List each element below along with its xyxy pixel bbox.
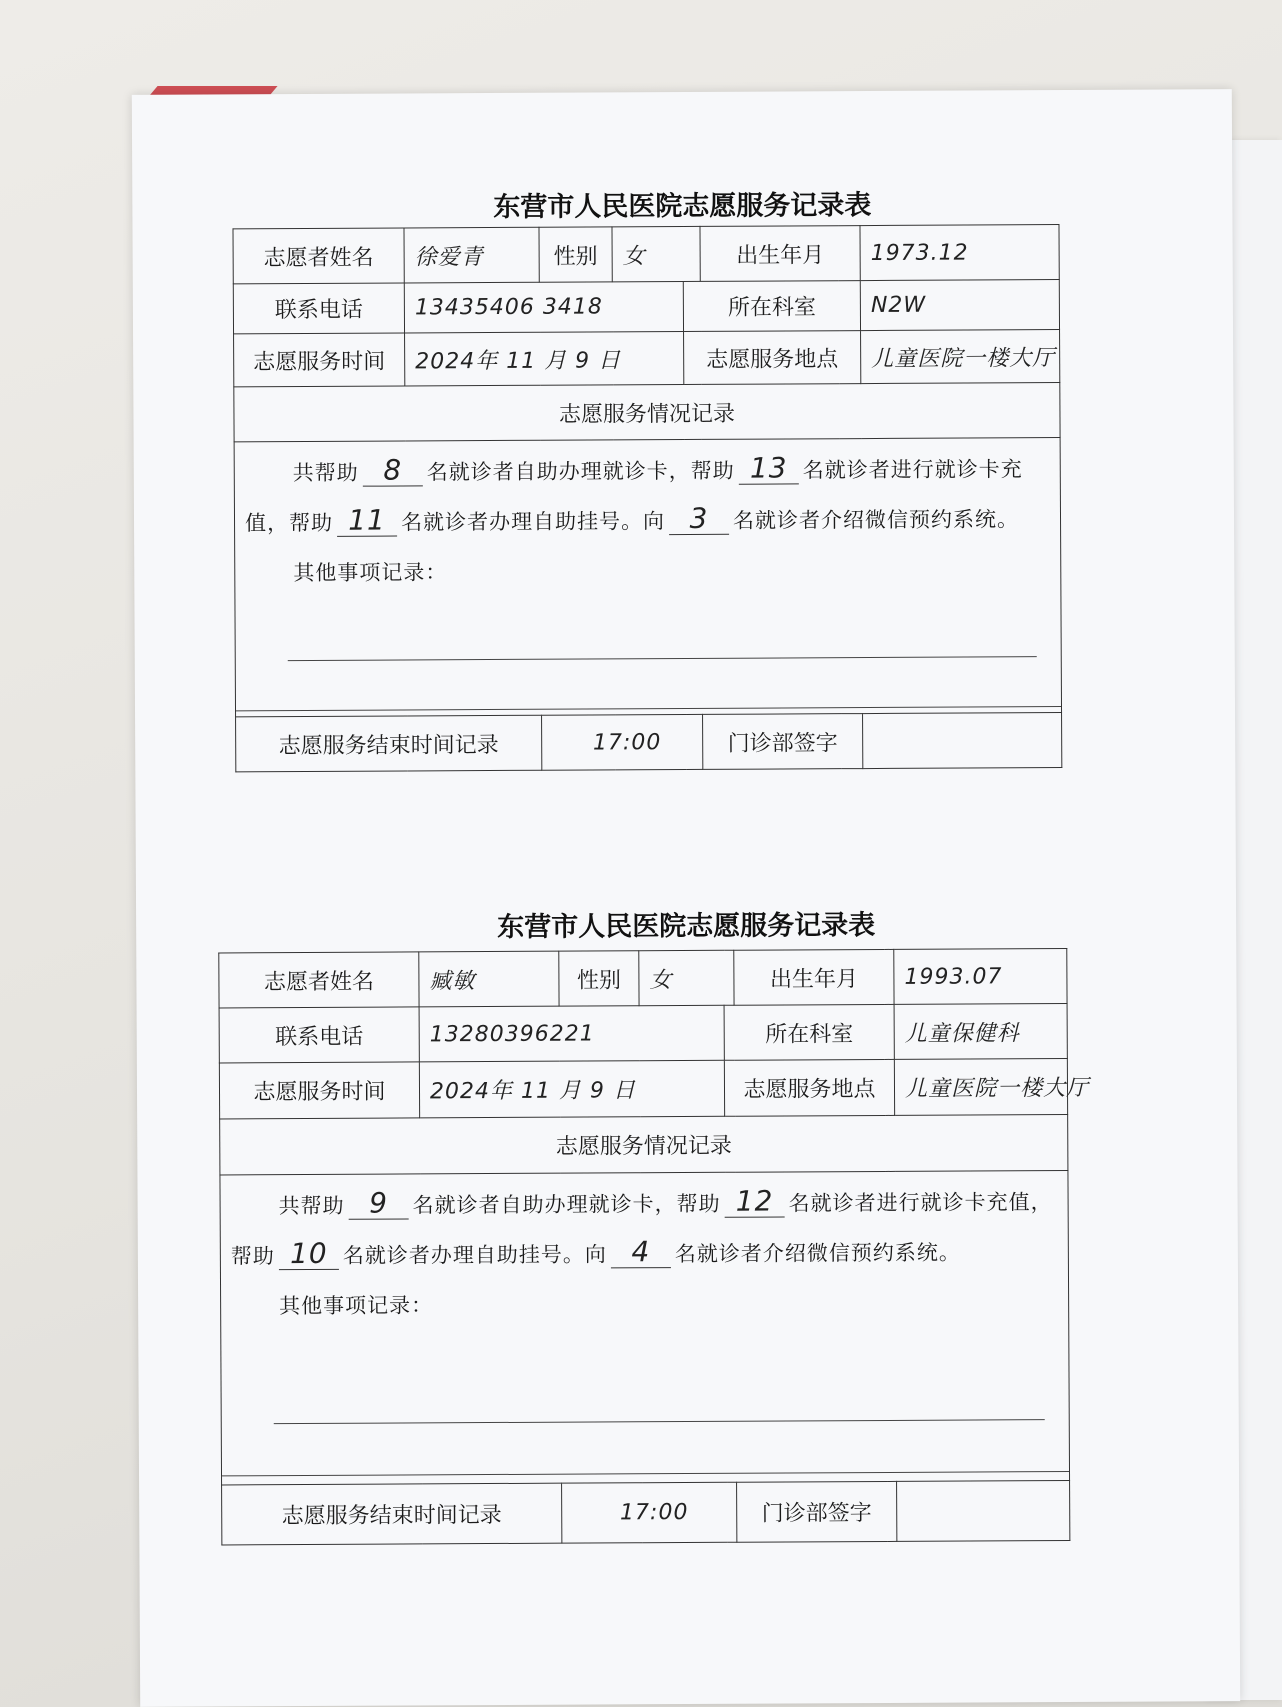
service-date-value: 2024年 11 月 9 日 xyxy=(419,1060,724,1118)
label-service-time: 志愿服务时间 xyxy=(219,1062,419,1119)
label-gender: 性别 xyxy=(559,951,639,1006)
count-self-registration: 11 xyxy=(337,506,397,537)
label-signature: 门诊部签字 xyxy=(737,1481,897,1542)
label-end-time: 志愿服务结束时间记录 xyxy=(222,1483,562,1545)
other-matters-label: 其他事项记录： xyxy=(279,1293,434,1319)
phone-value: 13435406 3418 xyxy=(404,282,683,333)
gender-value: 女 xyxy=(639,950,734,1005)
count-wechat-intro: 4 xyxy=(611,1237,671,1268)
dept-value: 儿童保健科 xyxy=(894,1004,1067,1060)
service-place-value: 儿童医院一楼大厅 xyxy=(894,1059,1067,1116)
label-name: 志愿者姓名 xyxy=(233,228,404,284)
end-time-value: 17:00 xyxy=(542,714,703,770)
other-matters-line xyxy=(274,1419,1045,1424)
record-paragraph: 共帮助 9 名就诊者自助办理就诊卡，帮助 12 名就诊者进行就诊卡充值，帮助 10 名就诊者办理自助挂号。向 4 名就诊者介绍微信预约系统。 xyxy=(230,1184,1053,1271)
service-place-value: 儿童医院一楼大厅 xyxy=(861,330,1060,384)
record-body xyxy=(220,1171,1070,1485)
form-table xyxy=(218,948,1090,1545)
count-card-registration: 9 xyxy=(349,1188,409,1219)
birth-value: 1993.07 xyxy=(894,949,1067,1005)
name-value: 徐爱青 xyxy=(404,227,539,283)
label-name: 志愿者姓名 xyxy=(219,952,419,1008)
service-date-value: 2024年 11 月 9 日 xyxy=(405,332,684,386)
count-card-recharge: 12 xyxy=(725,1186,785,1217)
label-gender: 性别 xyxy=(539,227,612,282)
label-dept: 所在科室 xyxy=(683,281,860,332)
phone-value: 13280396221 xyxy=(419,1005,724,1062)
record-paragraph: 共帮助 8 名就诊者自助办理就诊卡，帮助 13 名就诊者进行就诊卡充值，帮助 11 名就诊者办理自助挂号。向 3 名就诊者介绍微信预约系统。 xyxy=(244,451,1023,537)
end-time-value: 17:00 xyxy=(562,1482,737,1543)
section-header: 志愿服务情况记录 xyxy=(234,383,1060,442)
count-self-registration: 10 xyxy=(279,1239,339,1270)
label-service-time: 志愿服务时间 xyxy=(234,333,405,387)
paper-sheet xyxy=(132,89,1240,1707)
label-end-time: 志愿服务结束时间记录 xyxy=(236,715,542,772)
dept-value: N2W xyxy=(860,280,1059,331)
section-header: 志愿服务情况记录 xyxy=(220,1115,1068,1175)
label-dept: 所在科室 xyxy=(724,1004,894,1060)
label-service-place: 志愿服务地点 xyxy=(684,331,861,385)
other-matters-label: 其他事项记录： xyxy=(293,560,448,586)
label-birth: 出生年月 xyxy=(734,949,894,1005)
birth-value: 1973.12 xyxy=(860,225,1059,281)
form-title: 东营市人民医院志愿服务记录表 xyxy=(497,910,876,943)
name-value: 臧敏 xyxy=(419,951,559,1007)
label-signature: 门诊部签字 xyxy=(703,714,863,770)
count-card-registration: 8 xyxy=(363,455,423,486)
signature-value xyxy=(897,1480,1070,1541)
label-phone: 联系电话 xyxy=(233,283,404,334)
label-birth: 出生年月 xyxy=(700,226,860,282)
label-service-place: 志愿服务地点 xyxy=(724,1059,894,1116)
form-title: 东营市人民医院志愿服务记录表 xyxy=(493,190,872,223)
count-wechat-intro: 3 xyxy=(669,504,729,535)
count-card-recharge: 13 xyxy=(739,453,799,484)
volunteer-form-2 xyxy=(132,89,1240,1707)
gender-value: 女 xyxy=(612,226,700,281)
other-matters-line-2 xyxy=(222,1471,1069,1476)
label-phone: 联系电话 xyxy=(219,1007,419,1063)
